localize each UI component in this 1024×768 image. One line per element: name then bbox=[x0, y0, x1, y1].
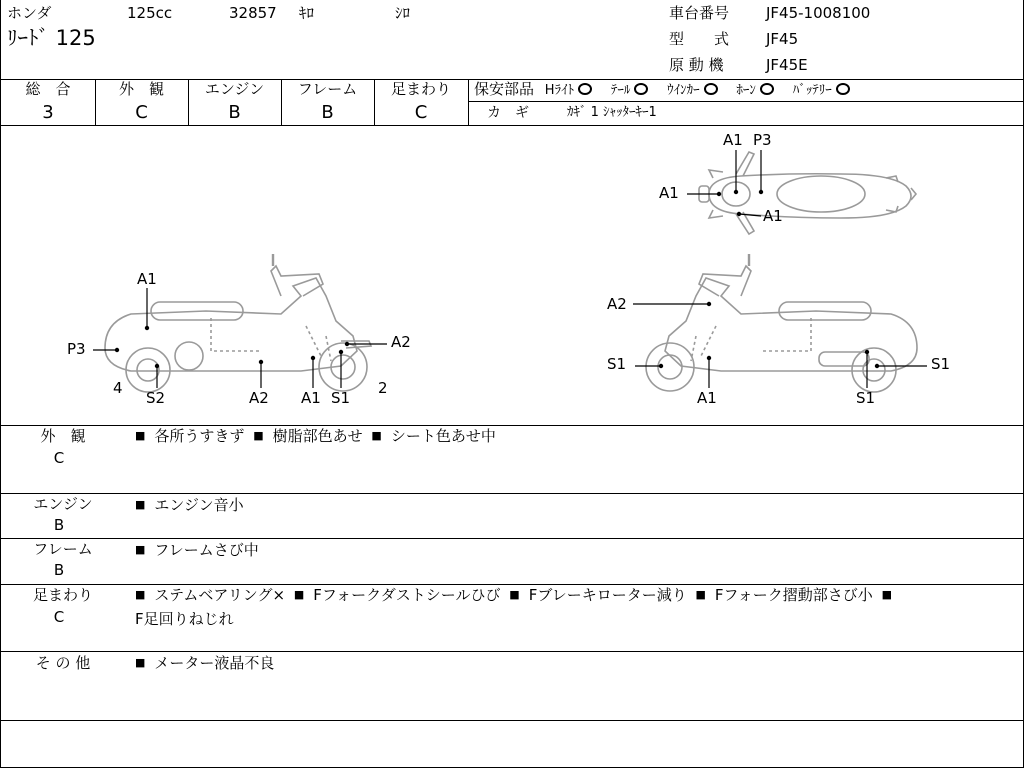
safety-tail: ﾃｰﾙ bbox=[610, 83, 631, 98]
note-item bbox=[878, 586, 901, 604]
damage-label: A1 bbox=[723, 131, 743, 149]
note-engine-label: エンジン bbox=[33, 495, 93, 513]
safety-battery: ﾊﾞｯﾃﾘｰ bbox=[792, 83, 832, 98]
note-item: ■ Fフォーク摺動部さび小 bbox=[692, 586, 873, 604]
ok-circle-icon bbox=[760, 83, 774, 95]
damage-label: A1 bbox=[301, 389, 321, 407]
damage-label: A2 bbox=[607, 295, 627, 313]
note-frame-label: フレーム bbox=[33, 540, 93, 558]
damage-label: 2 bbox=[378, 379, 388, 397]
grade-total-value: 3 bbox=[42, 102, 54, 123]
key-value: ｶｷﾞ 1 ｼｬｯﾀｰｷｰ1 bbox=[567, 105, 657, 120]
note-exterior-label: 外 観 bbox=[40, 427, 86, 445]
note-item: ■ ステムベアリング× bbox=[135, 586, 285, 604]
grade-exterior-label: 外 観 bbox=[118, 80, 164, 98]
color: ｼﾛ bbox=[395, 4, 411, 22]
engine-value: JF45E bbox=[766, 56, 808, 74]
note-engine-text bbox=[135, 494, 1015, 518]
safety-winker: ｳｲﾝｶｰ bbox=[667, 83, 700, 98]
safety-horn: ﾎｰﾝ bbox=[736, 83, 756, 98]
damage-label: A2 bbox=[391, 333, 411, 351]
damage-label: S1 bbox=[931, 355, 951, 373]
note-item: ■ 各所うすきず bbox=[135, 427, 244, 445]
damage-label: A1 bbox=[137, 270, 157, 288]
damage-label: P3 bbox=[67, 340, 86, 358]
ok-circle-icon bbox=[836, 83, 850, 95]
note-suspension-label: 足まわり bbox=[32, 586, 93, 604]
note-suspension-grade: C bbox=[53, 608, 65, 626]
key-label: カ ギ bbox=[487, 105, 529, 121]
scooter-top-view bbox=[699, 152, 916, 234]
note-other-text bbox=[135, 652, 1015, 676]
ok-circle-icon bbox=[634, 83, 648, 95]
grade-exterior-value: C bbox=[135, 102, 148, 123]
damage-label: A1 bbox=[763, 207, 783, 225]
safety-headlight: Hﾗｲﾄ bbox=[544, 83, 575, 98]
damage-label: S1 bbox=[607, 355, 627, 373]
note-frame-grade: B bbox=[53, 561, 65, 579]
damage-label: A1 bbox=[659, 184, 679, 202]
scooter-right-view bbox=[646, 254, 917, 392]
damage-label: S1 bbox=[856, 389, 876, 407]
ok-circle-icon bbox=[704, 83, 718, 95]
mileage-unit: ｷﾛ bbox=[299, 4, 315, 22]
grade-engine-label: エンジン bbox=[204, 80, 265, 98]
grade-frame-label: フレーム bbox=[297, 80, 358, 98]
ok-circle-icon bbox=[578, 83, 592, 95]
note-engine-grade: B bbox=[53, 516, 65, 534]
note-suspension-text bbox=[135, 584, 1015, 630]
safety-label: 保安部品 bbox=[474, 80, 535, 98]
divider bbox=[468, 79, 469, 125]
damage-label: A2 bbox=[249, 389, 269, 407]
note-other-label: そ の 他 bbox=[35, 654, 91, 672]
engine-label: 原 動 機 bbox=[669, 56, 724, 74]
note-exterior-text bbox=[135, 425, 1015, 449]
divider bbox=[1, 720, 1023, 721]
grade-suspension-label: 足まわり bbox=[390, 80, 451, 98]
mileage: 32857 bbox=[229, 4, 277, 22]
damage-label: S1 bbox=[331, 389, 351, 407]
model-name: ﾘｰﾄﾞ 125 bbox=[7, 26, 96, 50]
note-item-continued: F足回りねじれ bbox=[135, 610, 234, 628]
type-value: JF45 bbox=[766, 30, 799, 48]
vehicle-header bbox=[1, 0, 1023, 80]
frame-no-label: 車台番号 bbox=[669, 4, 730, 22]
damage-label: S2 bbox=[146, 389, 166, 407]
note-frame-text bbox=[135, 539, 1015, 563]
damage-label: P3 bbox=[753, 131, 772, 149]
damage-diagram bbox=[1, 126, 1023, 425]
grade-frame-value: B bbox=[321, 102, 334, 123]
frame-no: JF45-1008100 bbox=[766, 4, 871, 22]
note-item: ■ エンジン音小 bbox=[135, 496, 244, 514]
type-label: 型 式 bbox=[669, 30, 730, 48]
grade-suspension-value: C bbox=[414, 102, 428, 123]
damage-label: A1 bbox=[697, 389, 717, 407]
grade-total-label: 総 合 bbox=[25, 80, 71, 98]
note-item: ■ Fフォークダストシールひび bbox=[290, 586, 501, 604]
maker: ホンダ bbox=[7, 4, 52, 22]
note-item: ■ メーター液晶不良 bbox=[135, 654, 274, 672]
note-item: ■ 樹脂部色あせ bbox=[249, 427, 362, 445]
divider bbox=[468, 101, 1023, 102]
note-item: ■ フレームさび中 bbox=[135, 541, 259, 559]
leader-lines bbox=[93, 150, 927, 388]
note-exterior-grade: C bbox=[53, 449, 65, 467]
note-item: ■ シート色あせ中 bbox=[367, 427, 495, 445]
damage-label: 4 bbox=[113, 379, 123, 397]
safety-parts-row bbox=[474, 82, 854, 97]
note-item: ■ Fブレーキローター減り bbox=[505, 586, 686, 604]
displacement: 125cc bbox=[127, 4, 173, 22]
grade-engine-value: B bbox=[228, 102, 241, 123]
